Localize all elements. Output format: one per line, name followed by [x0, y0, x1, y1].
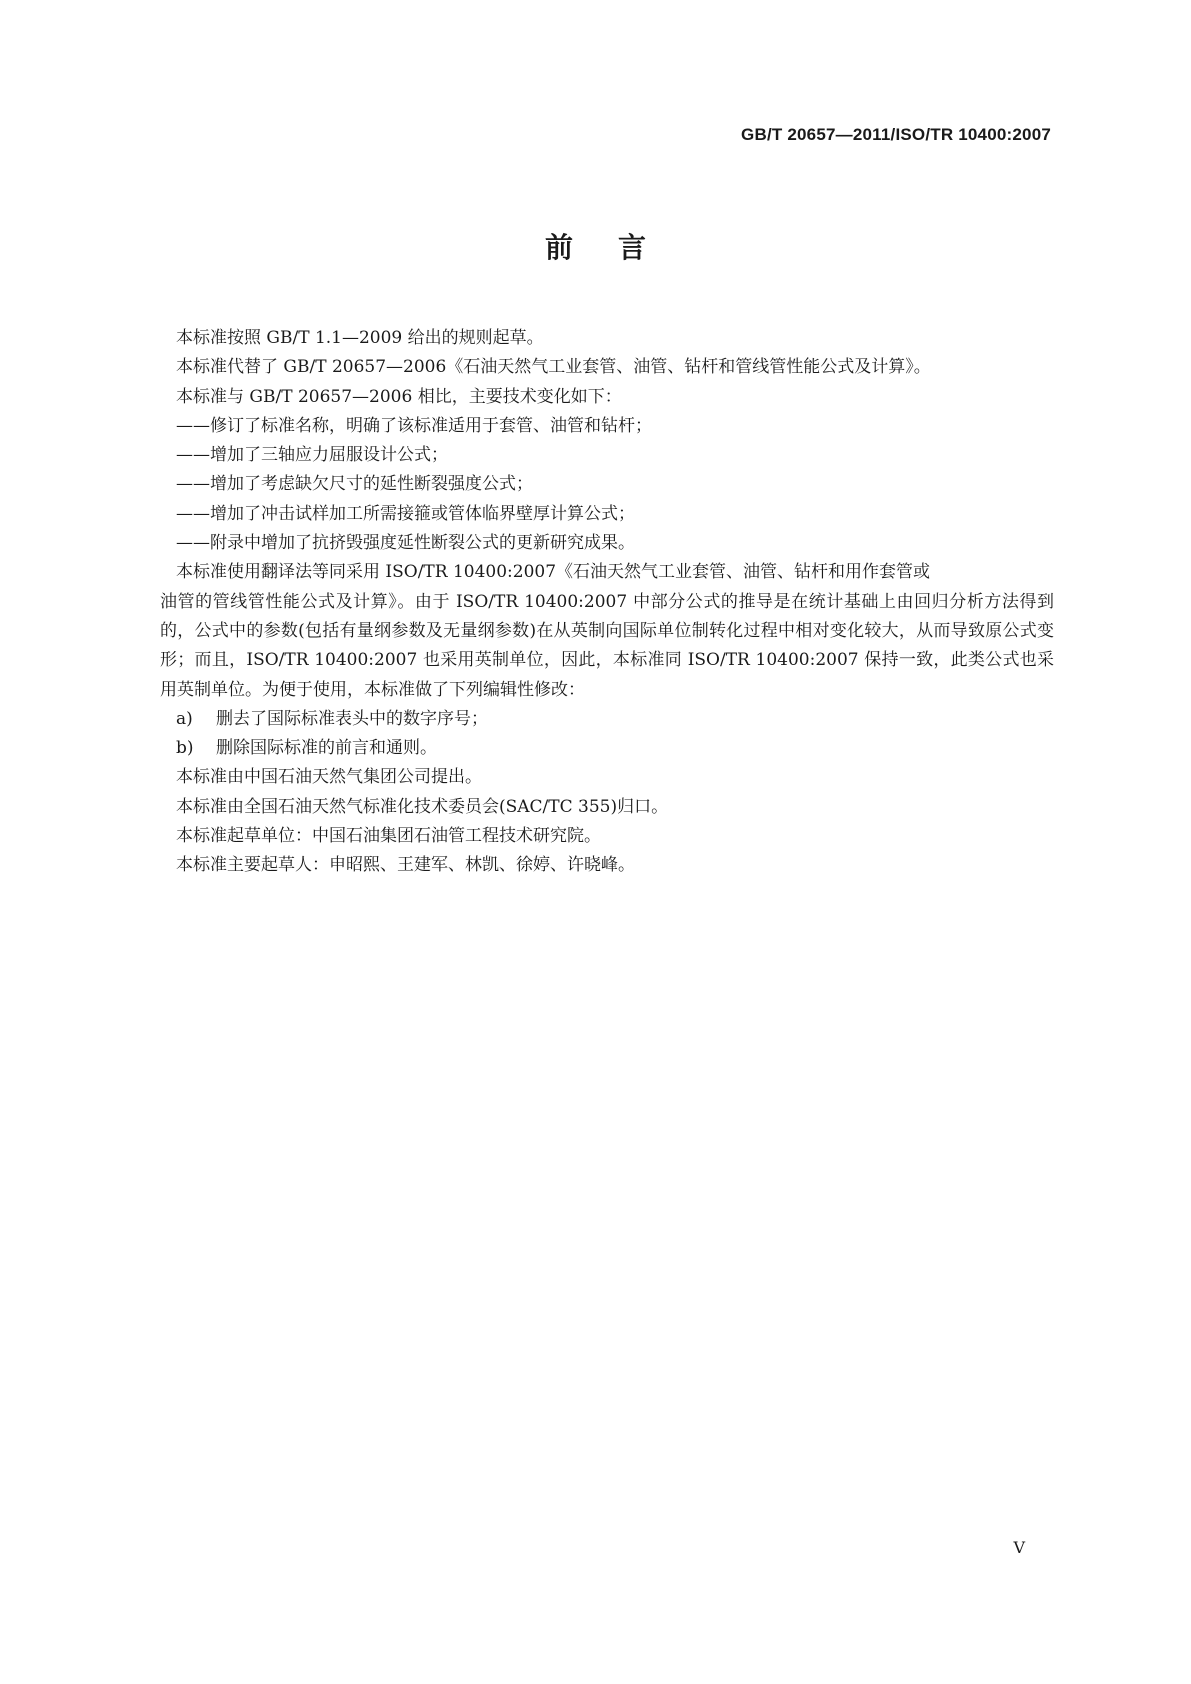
list-item: ——增加了冲击试样加工所需接箍或管体临界壁厚计算公式；: [176, 503, 635, 524]
paragraph-adoption-continuation: 油管的管线管性能公式及计算》。由于 ISO/TR 10400:2007 中部分公式的推导是在统计基础上由回归分析方法得到的，公式中的参数(包括有量纲参数及无量纲参数)在从英制向国际单位制转化过程中相对变化较大，从而导致原公式变形；而且，ISO/TR 10400:2007 也采用英制单位，因此，本标准同 ISO/TR 10400:2007 保持一致，此类公式也采用英制单位。为便于使用，本标准做了下列编辑性修改：: [160, 591, 1054, 700]
list-marker: b): [176, 738, 194, 759]
foreword-body: [160, 324, 1054, 881]
list-item: [176, 705, 1054, 734]
list-item: ——附录中增加了抗挤毁强度延性断裂公式的更新研究成果。: [176, 533, 635, 554]
list-item: ——增加了考虑缺欠尺寸的延性断裂强度公式；: [176, 474, 533, 495]
page-number: V: [1013, 1538, 1025, 1557]
list-item-text: 删除国际标准的前言和通则。: [216, 738, 437, 759]
list-item: ——修订了标准名称，明确了该标准适用于套管、油管和钻杆；: [176, 415, 652, 436]
paragraph-drafting-unit: 本标准起草单位：中国石油集团石油管工程技术研究院。: [176, 826, 601, 847]
paragraph-drafting-rules: 本标准按照 GB/T 1.1—2009 给出的规则起草。: [176, 328, 544, 348]
list-item: ——增加了三轴应力屈服设计公式；: [176, 445, 448, 466]
list-item: [176, 734, 1054, 763]
list-item-text: 删去了国际标准表头中的数字序号；: [216, 708, 488, 729]
paragraph-proposer: 本标准由中国石油天然气集团公司提出。: [176, 767, 482, 788]
paragraph-changes-intro: 本标准与 GB/T 20657—2006 相比，主要技术变化如下：: [176, 386, 622, 407]
paragraph-drafters: 本标准主要起草人：申昭熙、王建军、林凯、徐婷、许晓峰。: [176, 855, 635, 876]
paragraph-committee: 本标准由全国石油天然气标准化技术委员会(SAC/TC 355)归口。: [176, 796, 669, 817]
paragraph-replaces: 本标准代替了 GB/T 20657—2006《石油天然气工业套管、油管、钻杆和管线管性能公式及计算》。: [176, 357, 931, 378]
page-title: 前言: [544, 231, 691, 264]
standard-code-header: GB/T 20657—2011/ISO/TR 10400:2007: [741, 125, 1051, 144]
paragraph-adoption-first-line: 本标准使用翻译法等同采用 ISO/TR 10400:2007《石油天然气工业套管、油管、钻杆和用作套管或: [176, 562, 931, 583]
list-marker: a): [176, 708, 193, 729]
paragraph-adoption: [160, 558, 1054, 704]
